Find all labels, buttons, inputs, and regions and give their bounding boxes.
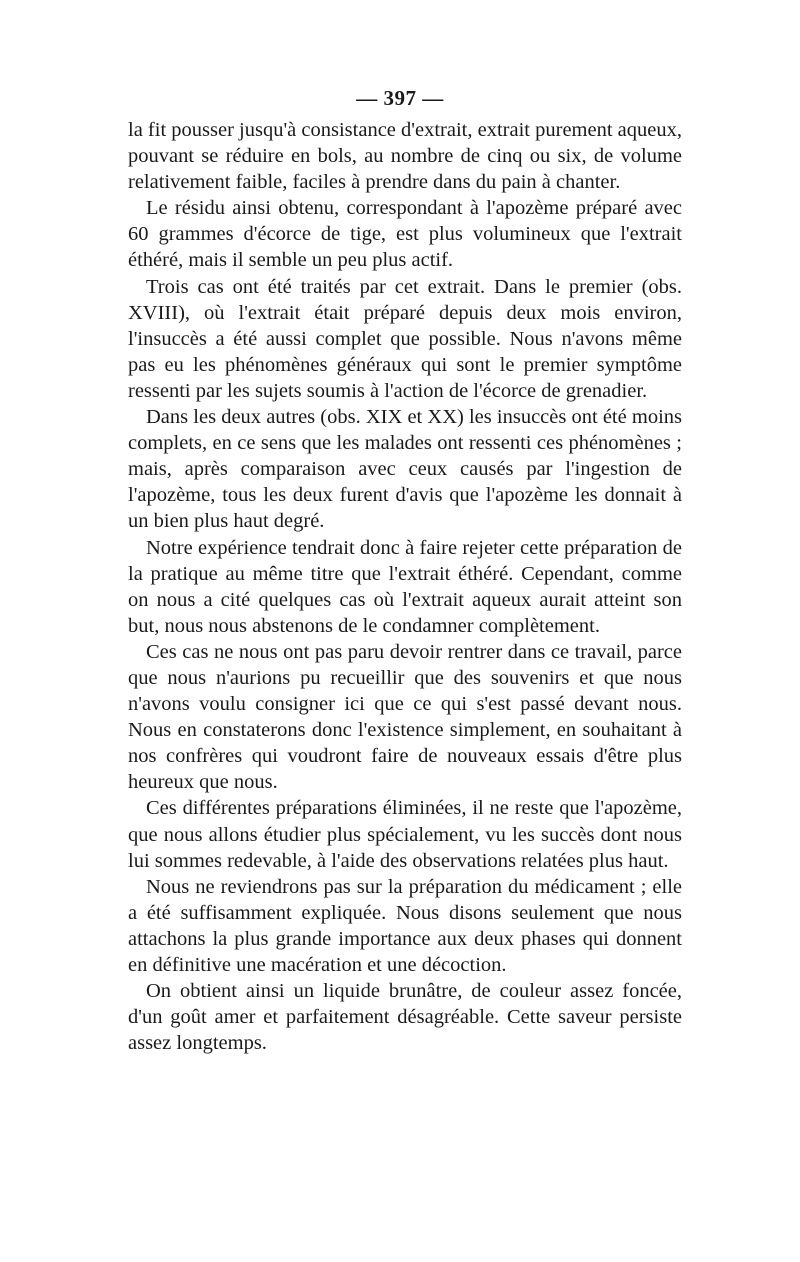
body-text [128, 117, 682, 1056]
paragraph-3: Trois cas ont été traités par cet extrait. Dans le premier (obs. XVIII), où l'extrait était préparé depuis deux mois environ, l'insuccès a été aussi complet que possible. Nous n'avons même pas eu les phénomènes généraux qui sont le premier symptôme ressenti par les sujets soumis à l'action de l'écorce de grenadier. [128, 275, 682, 402]
page-number: — 397 — [356, 86, 444, 110]
paragraph-1: la fit pousser jusqu'à consistance d'extrait, extrait purement aqueux, pouvant se réduire en bols, au nombre de cinq ou six, de volume relativement faible, faciles à prendre dans du pain à chanter. [128, 119, 682, 194]
paragraph-4: Dans les deux autres (obs. XIX et XX) les insuccès ont été moins complets, en ce sens que les malades ont ressenti ces phénomènes ; mais, après comparaison avec ceux causés par l'ingestion de l'apozème, tous les deux furent d'avis que l'apozème les donnait à un bien plus haut degré. [128, 406, 682, 533]
paragraph-7: Ces différentes préparations éliminées, il ne reste que l'apozème, que nous allons étudier plus spécialement, vu les succès dont nous lui sommes redevable, à l'aide des observations relatées plus haut. [128, 797, 682, 872]
paragraph-2: Le résidu ainsi obtenu, correspondant à l'apozème préparé avec 60 grammes d'écorce de tige, est plus volumineux que l'extrait éthéré, mais il semble un peu plus actif. [128, 197, 682, 272]
paragraph-8: Nous ne reviendrons pas sur la préparation du médicament ; elle a été suffisamment expliquée. Nous disons seulement que nous attachons la plus grande importance aux deux phases qui donnent en définitive une macération et une décoction. [128, 875, 682, 976]
paragraph-6: Ces cas ne nous ont pas paru devoir rentrer dans ce travail, parce que nous n'aurions pu recueillir que des souvenirs et que nous n'avons voulu consigner ici que ce qui s'est passé devant nous. Nous en constaterons donc l'existence simplement, en souhaitant à nos confrères qui voudront faire de nouveaux essais d'être plus heureux que nous. [128, 640, 682, 794]
paragraph-5: Notre expérience tendrait donc à faire rejeter cette préparation de la pratique au même titre que l'extrait éthéré. Cependant, comme on nous a cité quelques cas où l'extrait aqueux aurait atteint son but, nous nous abstenons de le condamner complètement. [128, 536, 682, 637]
paragraph-9: On obtient ainsi un liquide brunâtre, de couleur assez foncée, d'un goût amer et parfaitement désagréable. Cette saveur persiste assez longtemps. [128, 980, 682, 1055]
